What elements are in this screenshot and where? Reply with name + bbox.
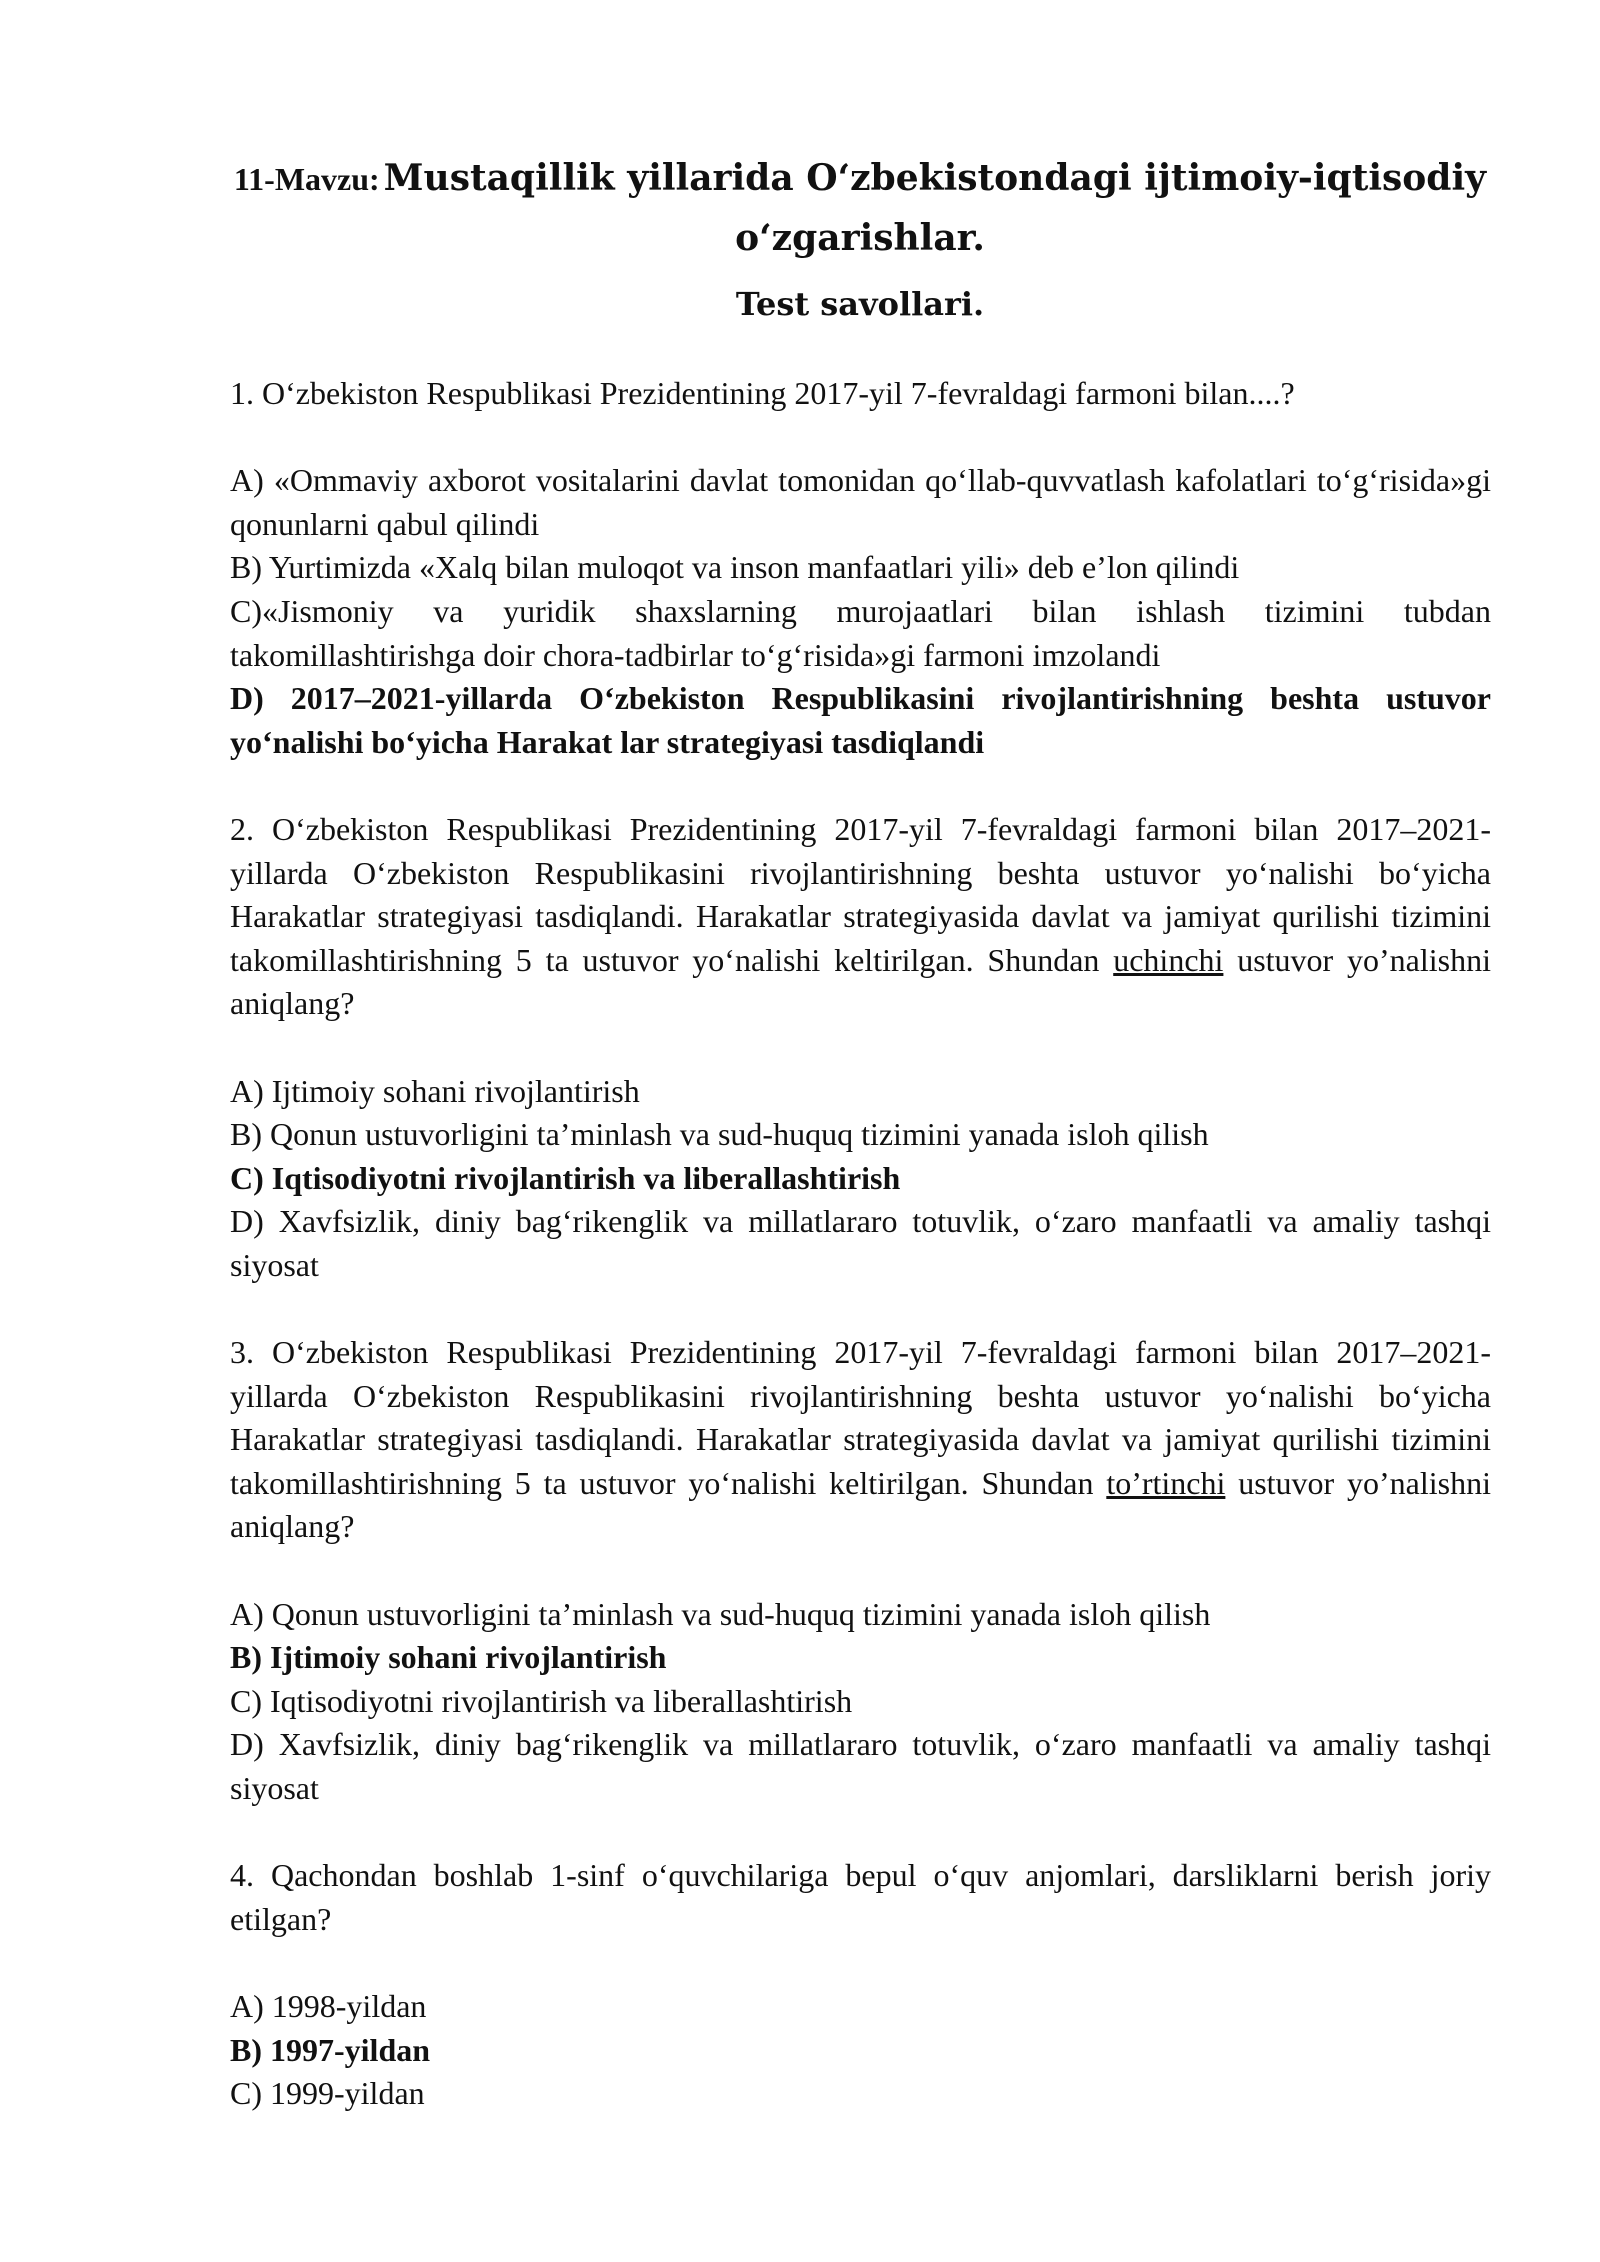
question-text-part: 1. O‘zbekiston Respublikasi Prezidentining 2017-yil 7-fevraldagi farmoni bilan....?: [230, 375, 1295, 411]
answer-option: B) Yurtimizda «Xalq bilan muloqot va inson manfaatlari yili» deb e’lon qilindi: [230, 549, 1240, 586]
answer-option-correct: B) Ijtimoiy sohani rivojlantirish: [230, 1639, 667, 1676]
question-text: [230, 1331, 1491, 1549]
question-block: [230, 808, 1491, 1288]
answer-options: [230, 1070, 1491, 1288]
answer-option: C)«Jismoniy va yuridik shaxslarning murojaatlari bilan ishlash tizimini tubdan takomillashtirishga doir chora-tadbirlar to‘g‘risida»gi farmoni imzolandi: [230, 592, 1491, 673]
question-block: [230, 372, 1491, 764]
answer-options: [230, 1985, 1491, 2116]
question-text-part: 3. O‘zbekiston Respublikasi Prezidentining 2017-yil 7-fevraldagi farmoni bilan 2017–2021-yillarda O‘zbekiston Respublikasini rivojlantirishning beshta ustuvor yo‘nalishi bo‘yicha Harakatlar strategiyasi tasdiqlandi. Harakatlar strategiyasida davlat va jamiyat qurilishi tizimini takomillashtirishning 5 ta ustuvor yo‘nalishi keltirilgan. Shundan: [230, 1334, 1491, 1501]
page-subtitle: Test savollari.: [735, 285, 985, 323]
answer-option: A) «Ommaviy axborot vositalarini davlat tomonidan qo‘llab-quvvatlash kafolatlari to‘g‘risida»gi qonunlarni qabul qilindi: [230, 462, 1491, 542]
question-underlined-word: uchinchi: [1113, 941, 1224, 978]
answer-options: [230, 1593, 1491, 1811]
question-underlined-word: to’rtinchi: [1106, 1464, 1226, 1501]
question-block: [230, 1331, 1491, 1811]
answer-option: A) 1998-yildan: [230, 1987, 427, 2024]
answer-options: [230, 459, 1491, 764]
answer-option: A) Ijtimoiy sohani rivojlantirish: [230, 1072, 640, 1109]
question-text: [230, 808, 1491, 1026]
question-text-part: ustuvor yo’nalishni aniqlang?: [230, 1464, 1492, 1545]
answer-option-correct: B) 1997-yildan: [230, 2031, 431, 2068]
answer-option: C) Iqtisodiyotni rivojlantirish va liberallashtirish: [230, 1682, 853, 1719]
question-text: [230, 372, 1491, 416]
questions-list: [230, 372, 1491, 2116]
question-text-part: 2. O‘zbekiston Respublikasi Prezidentining 2017-yil 7-fevraldagi farmoni bilan 2017–2021-yillarda O‘zbekiston Respublikasini rivojlantirishning beshta ustuvor yo‘nalishi bo‘yicha Harakatlar strategiyasi tasdiqlandi. Harakatlar strategiyasida davlat va jamiyat qurilishi tizimini takomillashtirishning 5 ta ustuvor yo‘nalishi keltirilgan. Shundan: [230, 810, 1491, 978]
answer-option-correct: D) 2017–2021-yillarda O‘zbekiston Respublikasini rivojlantirishning beshta ustuvor yo‘nalishi bo‘yicha Harakat lar strategiyasi tasdiqlandi: [230, 680, 1491, 760]
answer-option-correct: C) Iqtisodiyotni rivojlantirish va liberallashtirish: [230, 1159, 901, 1196]
page-title: [230, 152, 1490, 272]
answer-option: A) Qonun ustuvorligini ta’minlash va sud-huquq tizimini yanada isloh qilish: [230, 1595, 1211, 1632]
question-text: [230, 1854, 1491, 1941]
title-main: Mustaqillik yillarida O‘zbekistondagi ijtimoiy-iqtisodiy o‘zgarishlar.: [383, 157, 1487, 259]
answer-option: D) Xavfsizlik, diniy bag‘rikenglik va millatlararo totuvlik, o‘zaro manfaatli va amaliy tashqi siyosat: [230, 1726, 1491, 1806]
title-prefix: 11-Mavzu:: [233, 161, 380, 197]
answer-option: C) 1999-yildan: [230, 2075, 425, 2112]
answer-option: D) Xavfsizlik, diniy bag‘rikenglik va millatlararo totuvlik, o‘zaro manfaatli va amaliy tashqi siyosat: [230, 1203, 1491, 1283]
answer-option: B) Qonun ustuvorligini ta’minlash va sud-huquq tizimini yanada isloh qilish: [230, 1116, 1209, 1153]
question-text-part: 4. Qachondan boshlab 1-sinf o‘quvchilariga bepul o‘quv anjomlari, darsliklarni berish joriy etilgan?: [230, 1857, 1491, 1937]
question-block: [230, 1854, 1491, 2116]
question-text-part: ustuvor yo’nalishni aniqlang?: [230, 941, 1492, 1022]
